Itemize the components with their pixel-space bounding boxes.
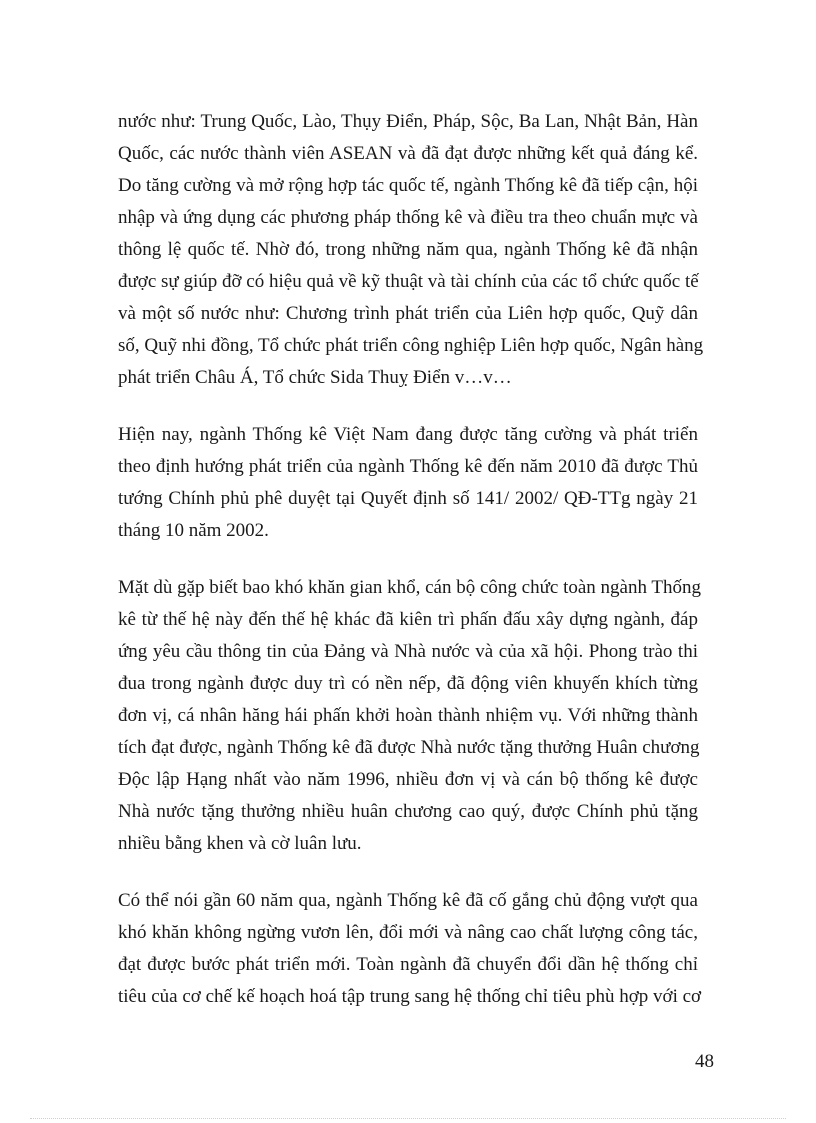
- text-line: Mặt dù gặp biết bao khó khăn gian khổ, cán bộ công chức toàn ngành Thống: [118, 577, 701, 598]
- text-line: Nhà nước tặng thưởng nhiều huân chương cao quý, được Chính phủ tặng: [118, 801, 698, 822]
- text-line: kê từ thế hệ này đến thế hệ khác đã kiên trì phấn đấu xây dựng ngành, đáp: [118, 609, 698, 630]
- paragraph: [118, 572, 701, 860]
- paragraph-spacer: [118, 394, 698, 419]
- text-line: nước như: Trung Quốc, Lào, Thụy Điển, Pháp, Sộc, Ba Lan, Nhật Bản, Hàn: [118, 111, 698, 132]
- text-line: Hiện nay, ngành Thống kê Việt Nam đang được tăng cường và phát triển: [118, 424, 698, 445]
- text-line: nhập và ứng dụng các phương pháp thống kê và điều tra theo chuẩn mực và: [118, 207, 698, 228]
- text-line: đạt được bước phát triển mới. Toàn ngành đã chuyển đổi dần hệ thống chỉ: [118, 954, 698, 975]
- body-text: [118, 106, 704, 1013]
- text-line: Quốc, các nước thành viên ASEAN và đã đạt được những kết quả đáng kể.: [118, 143, 698, 164]
- text-line: và một số nước như: Chương trình phát triển của Liên hợp quốc, Quỹ dân: [118, 303, 698, 324]
- paragraph-spacer: [118, 547, 698, 572]
- text-line: số, Quỹ nhi đồng, Tổ chức phát triển công nghiệp Liên hợp quốc, Ngân hàng: [118, 335, 704, 356]
- text-line: tháng 10 năm 2002.: [118, 520, 269, 541]
- paragraph: [118, 419, 698, 547]
- text-line: đua trong ngành được duy trì có nền nếp, đã động viên khuyến khích từng: [118, 673, 698, 694]
- paragraph: [118, 106, 704, 394]
- text-line: tiêu của cơ chế kế hoạch hoá tập trung sang hệ thống chỉ tiêu phù hợp với cơ: [118, 986, 702, 1007]
- text-line: nhiều bằng khen và cờ luân lưu.: [118, 833, 362, 854]
- text-line: khó khăn không ngừng vươn lên, đổi mới và nâng cao chất lượng công tác,: [118, 922, 698, 943]
- text-line: tướng Chính phủ phê duyệt tại Quyết định số 141/ 2002/ QĐ-TTg ngày 21: [118, 488, 698, 509]
- text-line: Có thể nói gần 60 năm qua, ngành Thống kê đã cố gắng chủ động vượt qua: [118, 890, 698, 911]
- text-line: phát triển Châu Á, Tổ chức Sida Thuỵ Điển v…v…: [118, 367, 512, 388]
- paragraph: [118, 885, 702, 1013]
- text-line: Độc lập Hạng nhất vào năm 1996, nhiều đơn vị và cán bộ thống kê được: [118, 769, 698, 790]
- page-bottom-divider: [30, 1118, 786, 1119]
- text-line: được sự giúp đỡ có hiệu quả về kỹ thuật và tài chính của các tổ chức quốc tế: [118, 271, 699, 292]
- page-number: 48: [695, 1051, 714, 1072]
- text-line: theo định hướng phát triển của ngành Thống kê đến năm 2010 đã được Thủ: [118, 456, 698, 477]
- text-line: tích đạt được, ngành Thống kê đã được Nhà nước tặng thưởng Huân chương: [118, 737, 700, 758]
- text-line: Do tăng cường và mở rộng hợp tác quốc tế, ngành Thống kê đã tiếp cận, hội: [118, 175, 698, 196]
- text-line: thông lệ quốc tế. Nhờ đó, trong những năm qua, ngành Thống kê đã nhận: [118, 239, 698, 260]
- paragraph-spacer: [118, 860, 698, 885]
- text-line: đơn vị, cá nhân hăng hái phấn khởi hoàn thành nhiệm vụ. Với những thành: [118, 705, 698, 726]
- text-line: ứng yêu cầu thông tin của Đảng và Nhà nước và của xã hội. Phong trào thi: [118, 641, 698, 662]
